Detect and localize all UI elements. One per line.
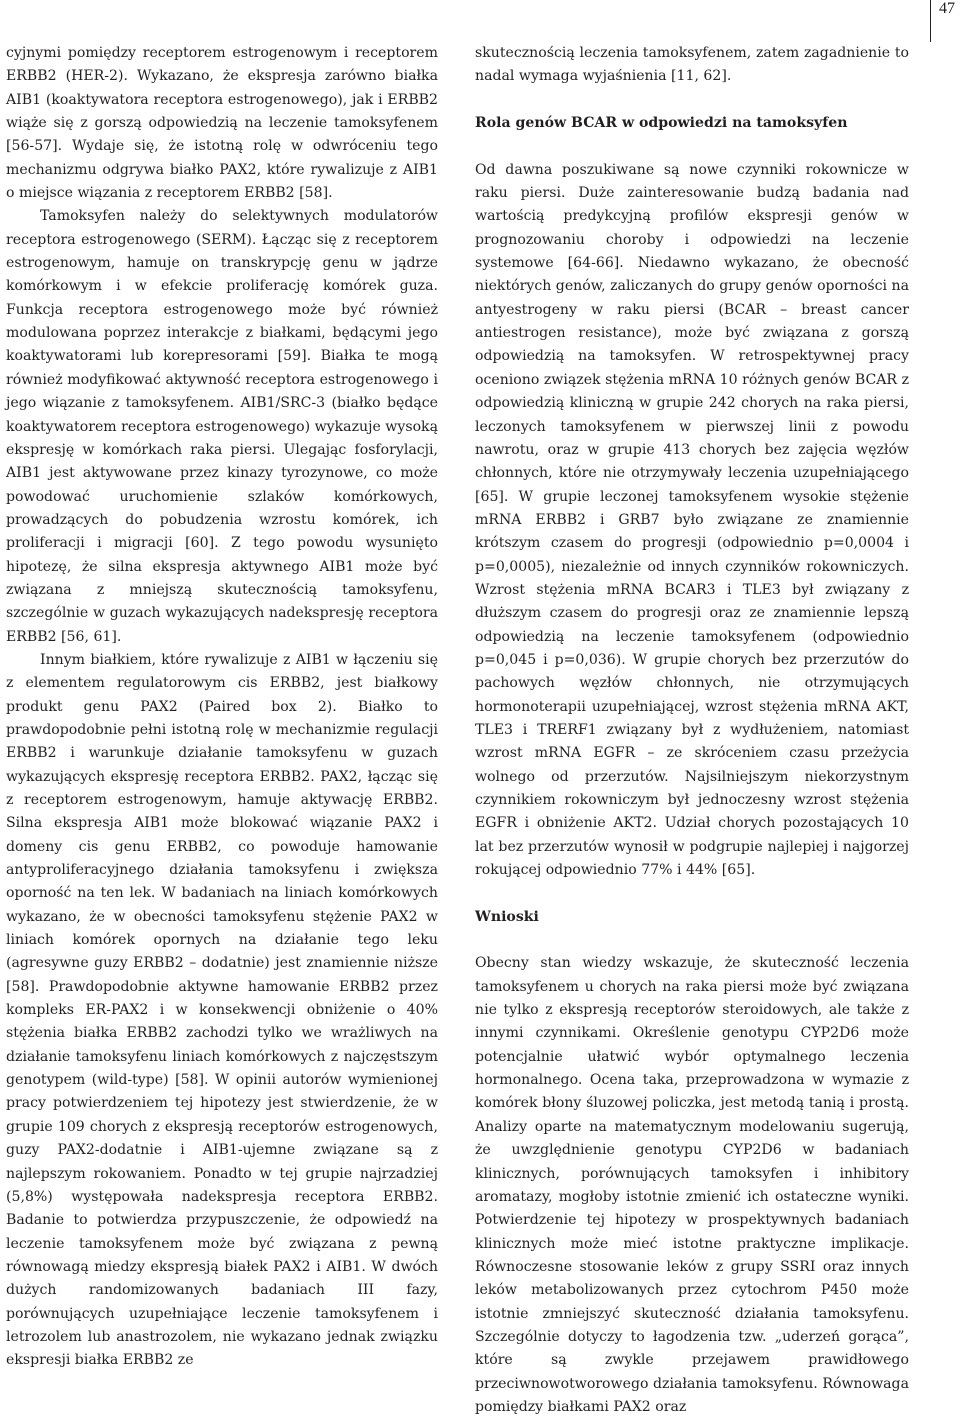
spacer bbox=[475, 882, 909, 905]
paragraph: Innym białkiem, które rywalizuje z AIB1 w łączeniu się z elementem regulatorowym cis ERBB2, jest białkowy produkt genu PAX2 (Paired box 2). Białko to prawdopodobnie pełni istotną rolę w mechanizmie regulacji ERBB2 i warunkuje działanie tamoksyfenu w guzach wykazujących ekspresję receptora ERBB2. PAX2, łącząc się z receptorem estrogenowym, hamuje aktywację ERBB2. Silna ekspresja AIB1 może blokować wiązanie PAX2 i domeny cis genu ERBB2, co powoduje hamowanie antyproliferacyjnego działania tamoksyfenu i zwiększa oporność na ten lek. W badaniach na liniach komórkowych wykazano, że w obecności tamoksyfenu stężenie PAX2 w liniach komórek opornych na działanie tego leku (agresywne guzy ERBB2 – dodatnie) jest znamiennie niższe [58]. Prawdopodobnie aktywne hamowanie ERBB2 przez kompleks ER-PAX2 i w konsekwencji obniżenie o 40% stężenia białka ERBB2 zachodzi tylko we wrażliwych na działanie tamoksyfenu liniach komórkowych z najczęstszym genotypem (wild-type) [58]. W opinii autorów wymienionej pracy potwierdzeniem tej hipotezy jest stwierdzenie, że w grupie 109 chorych z ekspresją receptorów estrogenowych, guzy PAX2-dodatnie i AIB1-ujemne związane są z najlepszym rokowaniem. Ponadto w tej grupie najrzadziej (5,8%) występowała nadekspresja receptora ERBB2. Badanie to potwierdza przypuszczenie, że odpowiedź na leczenie tamoksyfenem może być związana z pewną równowagą miedzy ekspresją białek PAX2 i AIB1. W dwóch dużych randomizowanych badaniach III fazy, porównujących uzupełniające leczenie tamoksyfenem i letrozolem lub anastrozolem, nie wykazano jednak związku ekspresji białka ERBB2 ze bbox=[6, 651, 438, 1369]
paragraph: Od dawna poszukiwane są nowe czynniki rokownicze w raku piersi. Duże zainteresowanie budzą badania nad wartością predykcyjną profilów ekspresji genów w prognozowaniu choroby i odpowiedzi na leczenie systemowe [64-66]. Niedawno wykazano, że obecność niektórych genów, zaliczanych do grupy genów oporności na antyestrogeny w raku piersi (BCAR – breast cancer antiestrogen resistance), może być związana z gorszą odpowiedzią na tamoksyfen. W retrospektywnej pracy oceniono związek stężenia mRNA 10 różnych genów BCAR z odpowiedzią kliniczną w grupie 242 chorych na raka piersi, leczonych tamoksyfenem w pierwszej linii z powodu nawrotu, oraz w grupie 413 chorych bez zajęcia węzłów chłonnych, które nie otrzymywały leczenia uzupełniającego [65]. W grupie leczonej tamoksyfenem wysokie stężenie mRNA ERBB2 i GRB7 było związane ze znamiennie krótszym czasem do progresji (odpowiednio p=0,0004 i p=0,0005), niezależnie od innych czynników rokowniczych. Wzrost stężenia mRNA BCAR3 i TLE3 był związany z dłuższym czasem do progresji oraz ze znamiennie lepszą odpowiedzią na leczenie tamoksyfenem (odpowiednio p=0,045 i p=0,036). W grupie chorych bez przerzutów do pachowych węzłów chłonnych, nie otrzymujących hormonoterapii uzupełniającej, wzrost stężenia mRNA AKT, TLE3 i TRERF1 związany był z wydłużeniem, natomiast wzrost mRNA EGFR – ze skróceniem czasu przeżycia wolnego od przerzutów. Najsilniejszym niekorzystnym czynnikiem rokowniczym był jednoczesny wzrost stężenia EGFR i obniżenie AKT2. Udział chorych pozostających 10 lat bez przerzutów wynosił w podgrupie najlepiej i najgorzej rokującej odpowiednio 77% i 44% [65]. bbox=[475, 161, 909, 879]
right-column bbox=[475, 42, 909, 1419]
section-heading-wnioski: Wnioski bbox=[475, 908, 539, 925]
paragraph: cyjnymi pomiędzy receptorem estrogenowym i receptorem ERBB2 (HER-2). Wykazano, że ekspresja zarówno białka AIB1 (koaktywatora receptora estrogenowego), jak i ERBB2 wiąże się z gorszą odpowiedzią na leczenie tamoksyfenem [56-57]. Wydaje się, że istotną rolę w odwróceniu tego mechanizmu odgrywa białko PAX2, które rywalizuje z AIB1 o miejsce wiązania z receptorem ERBB2 [58]. bbox=[6, 45, 438, 202]
paragraph: Tamoksyfen należy do selektywnych modulatorów receptora estrogenowego (SERM). Łącząc się z receptorem estrogenowym, hamuje on transkrypcję genu w jądrze komórkowym i w efekcie proliferację komórek guza. Funkcja receptora estrogenowego może być również modulowana poprzez interakcje z białkami, będącymi jego koaktywatorami lub korepresorami [59]. Białka te mogą również modyfikować aktywność receptora estrogenowego i jego wiązanie z tamoksyfenem. AIB1/SRC-3 (białko będące koaktywatorem receptora estrogenowego) wykazuje wysoką ekspresję w komórkach raka piersi. Ulegając fosforylacji, AIB1 jest aktywowane przez kinazy tyrozynowe, co może powodować uruchomienie szlaków komórkowych, prowadzących do pobudzenia wzrostu komórek, ich proliferacji i migracji [60]. Z tego powodu wysunięto hipotezę, że silna ekspresja aktywnego AIB1 może być związana z mniejszą skutecznością tamoksyfenu, szczególnie w guzach wykazujących nadekspresję receptora ERBB2 [56, 61]. bbox=[6, 208, 438, 645]
section-heading-bcar: Rola genów BCAR w odpowiedzi na tamoksyfen bbox=[475, 115, 848, 132]
spacer bbox=[475, 929, 909, 952]
paragraph: skutecznością leczenia tamoksyfenem, zatem zagadnienie to nadal wymaga wyjaśnienia [11, 62]. bbox=[475, 45, 909, 85]
left-column bbox=[6, 42, 438, 1373]
page-number: 47 bbox=[939, 0, 955, 17]
page-number-rule bbox=[930, 0, 931, 42]
paragraph: Obecny stan wiedzy wskazuje, że skuteczność leczenia tamoksyfenem u chorych na raka piersi może być związana nie tylko z ekspresją receptorów steroidowych, ale także z innymi czynnikami. Określenie genotypu CYP2D6 może potencjalnie ułatwić wybór optymalnego leczenia hormonalnego. Ocena taka, przeprowadzona w wymazie z komórek błony śluzowej policzka, jest metodą tanią i prostą. Analizy oparte na matematycznym modelowaniu sugerują, że uwzględnienie genotypu CYP2D6 w badaniach klinicznych, porównujących tamoksyfen i inhibitory aromatazy, mogłoby istotnie zmienić ich ostateczne wyniki. Potwierdzenie tej hipotezy w prospektywnych badaniach klinicznych może mieć istotne praktyczne implikacje. Równoczesne stosowanie leków z grupy SSRI oraz innych leków metabolizowanych przez cytochrom P450 może istotnie zmniejszyć skuteczność działania tamoksyfenu. Szczególnie dotyczy to łagodzenia tzw. „uderzeń gorąca”, które są zwykle przejawem prawidłowego przeciwnowotworowego działania tamoksyfenu. Równowaga pomiędzy białkami PAX2 oraz bbox=[475, 955, 909, 1415]
spacer bbox=[475, 135, 909, 158]
spacer bbox=[475, 89, 909, 112]
